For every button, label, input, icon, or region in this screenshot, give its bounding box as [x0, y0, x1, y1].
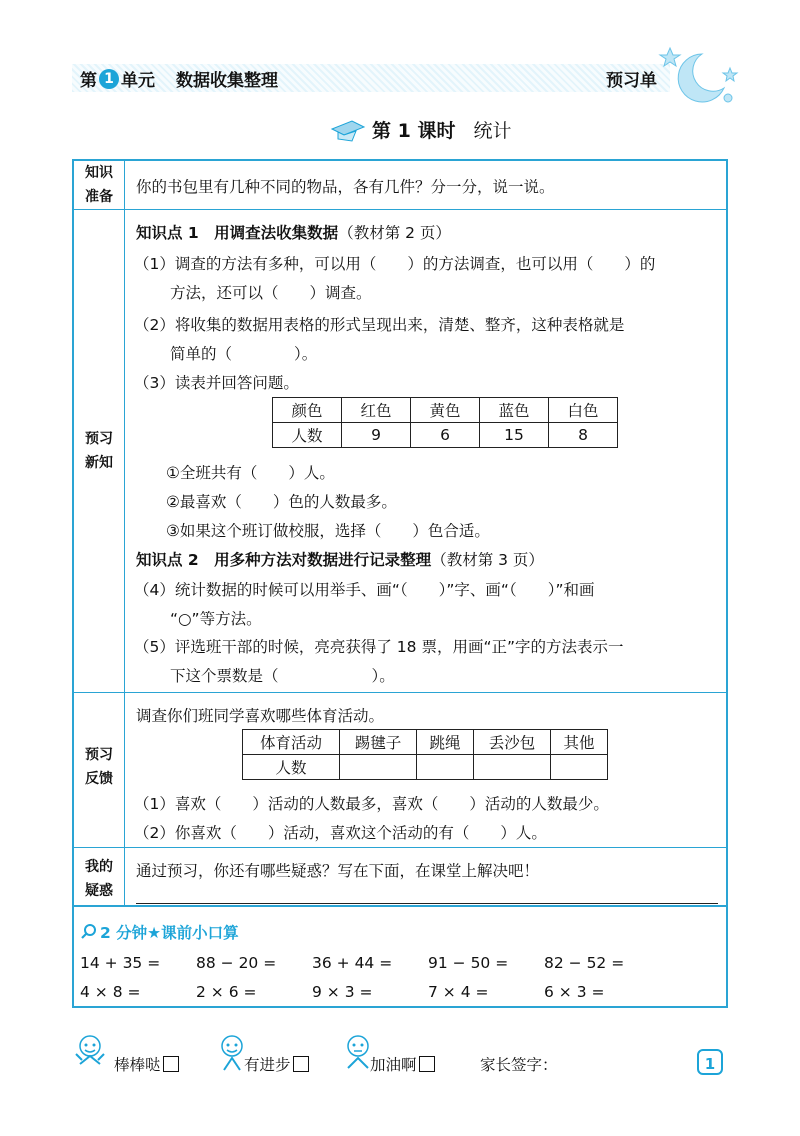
question-5-line-1: （5）评选班干部的时候，亮亮获得了 18 票，用画“正”字的方法表示一: [134, 638, 624, 656]
progress-rating: 有进步: [244, 1053, 309, 1075]
search-icon: [80, 923, 98, 941]
cheer-checkbox[interactable]: [419, 1056, 435, 1072]
feedback-question-2: （2）你喜欢（ ）活动，喜欢这个活动的有（ ）人。: [134, 824, 547, 842]
question-2-line-1: （2）将收集的数据用表格的形式呈现出来，清楚、整齐，这种表格就是: [134, 316, 625, 334]
table-cell: 黄色: [411, 398, 480, 423]
preview-sheet-label: 预习单: [606, 71, 657, 91]
table-cell: 蓝色: [480, 398, 549, 423]
row-divider: [74, 209, 726, 210]
question-2-line-2: 简单的（ ）。: [170, 345, 318, 363]
cheer-rating: 加油啊: [370, 1053, 435, 1075]
feedback-intro: 调查你们班同学喜欢哪些体育活动。: [136, 707, 385, 725]
row-divider: [74, 847, 726, 848]
sub-question-2: ②最喜欢（ ）色的人数最多。: [166, 493, 397, 511]
table-cell: 颜色: [273, 398, 342, 423]
table-cell: 跳绳: [417, 730, 474, 755]
lesson-title: [330, 116, 511, 143]
table-cell: 丢沙包: [474, 730, 551, 755]
calc-item: 2 × 6 =: [196, 983, 257, 1001]
question-4-line-2: “○”等方法。: [170, 610, 262, 628]
knowledge-point-1: 知识点 1 用调查法收集数据（教材第 2 页）: [136, 224, 451, 242]
table-row: [243, 755, 608, 780]
knowledge-point-2: 知识点 2 用多种方法对数据进行记录整理（教材第 3 页）: [136, 551, 544, 569]
table-cell: 人数: [243, 755, 340, 780]
sub-question-3: ③如果这个班订做校服，选择（ ）色合适。: [166, 522, 490, 540]
header-band: [72, 64, 670, 92]
feedback-question-1: （1）喜欢（ ）活动的人数最多，喜欢（ ）活动的人数最少。: [134, 795, 609, 813]
unit-number-badge: 1: [99, 69, 119, 89]
table-cell: 其他: [551, 730, 608, 755]
calc-item: 88 − 20 =: [196, 954, 277, 972]
lesson-number: 第 1 课时: [372, 120, 456, 142]
question-5-line-2: 下这个票数是（ ）。: [170, 667, 395, 685]
table-cell: 9: [342, 423, 411, 448]
table-cell[interactable]: [474, 755, 551, 780]
my-questions-text: 通过预习，你还有哪些疑惑？写在下面，在课堂上解决吧！: [136, 862, 540, 880]
unit-prefix: 第: [80, 71, 97, 91]
table-cell[interactable]: [340, 755, 417, 780]
preview-table: [72, 159, 728, 907]
great-checkbox[interactable]: [163, 1056, 179, 1072]
table-cell: 踢毽子: [340, 730, 417, 755]
table-cell: 15: [480, 423, 549, 448]
table-row: [243, 730, 608, 755]
table-cell: 8: [549, 423, 618, 448]
table-cell: 红色: [342, 398, 411, 423]
calc-item: 9 × 3 =: [312, 983, 373, 1001]
calc-item: 6 × 3 =: [544, 983, 605, 1001]
knowledge-prep-text: 你的书包里有几种不同的物品，各有几件？分一分，说一说。: [136, 178, 555, 196]
parent-signature-label: 家长签字：: [480, 1056, 558, 1074]
section-label-knowledge-prep: 知识 准备: [85, 165, 113, 205]
moon-stars-icon: [650, 40, 740, 110]
sub-question-1: ①全班共有（ ）人。: [166, 464, 335, 482]
oral-math-title: 2 分钟★课前小口算: [80, 921, 239, 943]
unit-label: [80, 66, 155, 91]
table-cell[interactable]: [417, 755, 474, 780]
question-1-line-1: （1）调查的方法有多种，可以用（ ）的方法调查，也可以用（ ）的: [134, 255, 656, 273]
calc-item: 82 − 52 =: [544, 954, 625, 972]
table-cell: 白色: [549, 398, 618, 423]
color-table: [272, 397, 618, 448]
answer-line[interactable]: [136, 903, 718, 904]
row-divider: [74, 692, 726, 693]
lesson-topic: 统计: [473, 120, 512, 142]
page-number: 1: [697, 1049, 723, 1075]
section-label-my-questions: 我的 疑惑: [85, 859, 113, 899]
table-cell: 人数: [273, 423, 342, 448]
graduation-cap-icon: [330, 117, 366, 143]
calc-item: 36 + 44 =: [312, 954, 393, 972]
section-label-preview-new: 预习 新知: [85, 431, 113, 471]
table-row: [273, 423, 618, 448]
calc-item: 4 × 8 =: [80, 983, 141, 1001]
sports-table: [242, 729, 608, 780]
table-cell[interactable]: [551, 755, 608, 780]
unit-title: 数据收集整理: [176, 71, 278, 91]
cheering-kid-icon: [66, 1032, 114, 1074]
section-label-preview-feedback: 预习 反馈: [85, 747, 113, 787]
progress-checkbox[interactable]: [293, 1056, 309, 1072]
question-1-line-2: 方法，还可以（ ）调查。: [170, 284, 372, 302]
great-rating: 棒棒哒: [114, 1053, 179, 1075]
table-cell: 6: [411, 423, 480, 448]
calc-item: 7 × 4 =: [428, 983, 489, 1001]
question-3: （3）读表并回答问题。: [134, 374, 299, 392]
question-4-line-1: （4）统计数据的时候可以用举手、画“（ ）”字、画“（ ）”和画: [134, 581, 595, 599]
table-row: [273, 398, 618, 423]
unit-suffix: 单元: [121, 71, 155, 91]
table-cell: 体育活动: [243, 730, 340, 755]
calc-item: 14 + 35 =: [80, 954, 161, 972]
label-column-divider: [124, 161, 125, 905]
calc-item: 91 − 50 =: [428, 954, 509, 972]
